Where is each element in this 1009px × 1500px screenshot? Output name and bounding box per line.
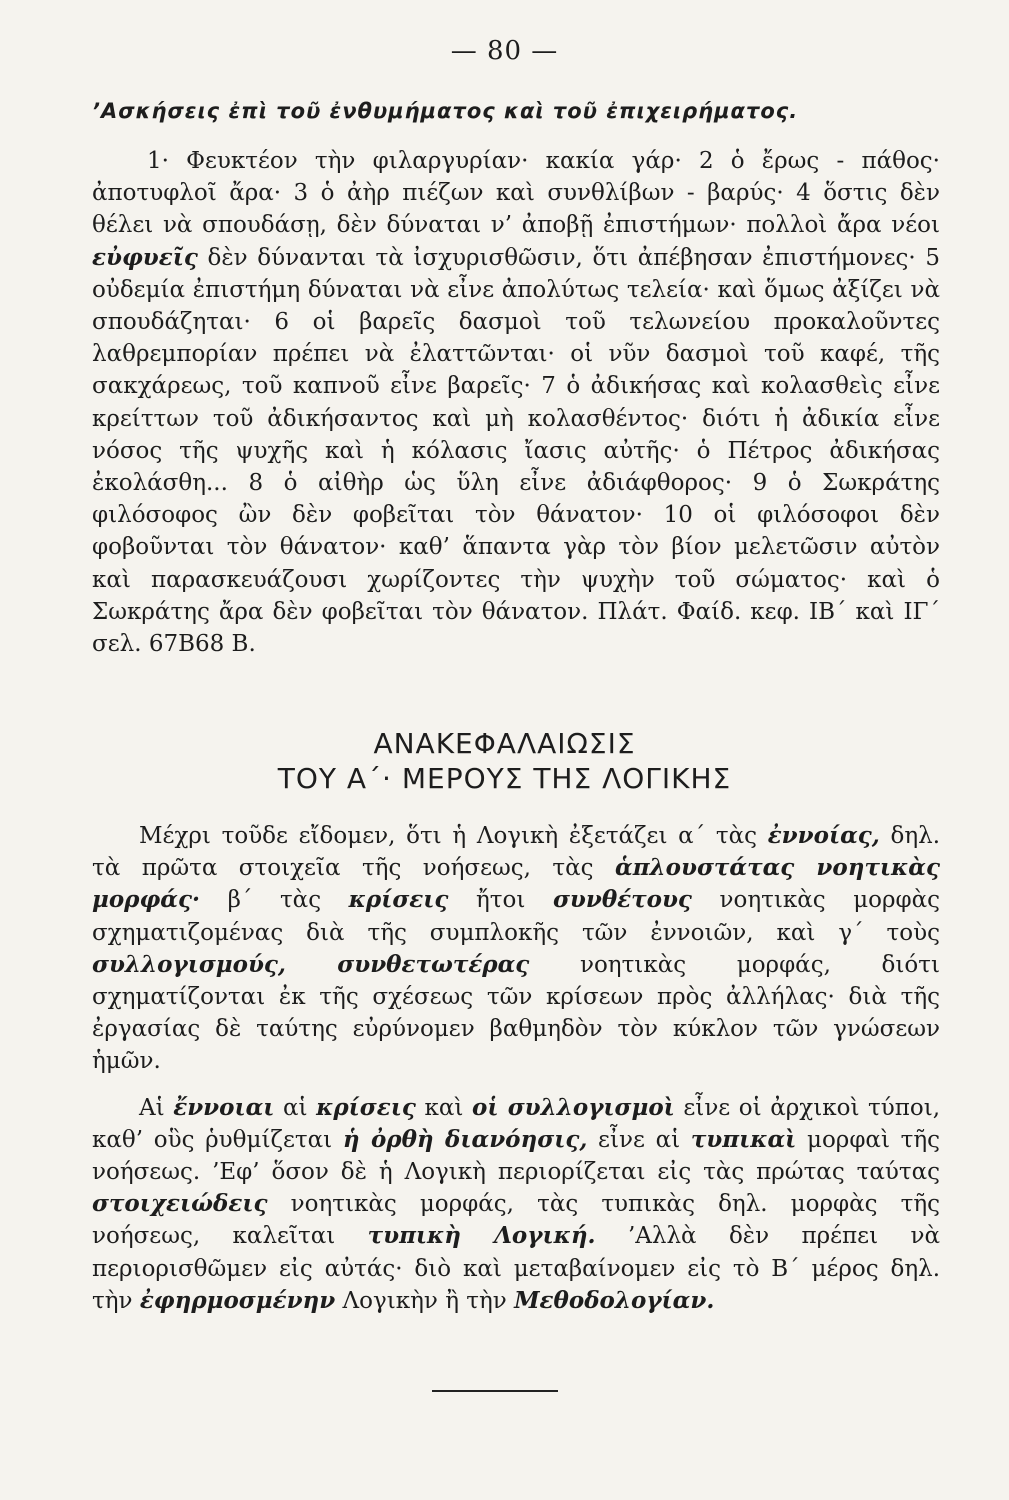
text-run: νοητικὰς μορφάς, τὰς τυπικὰς δηλ. μορφὰς τῆς νοήσεως, καλεῖται: [92, 1191, 941, 1250]
summary-paragraph-1: [92, 820, 940, 1078]
bold-term: ἁπλουστάτας νοητικὰς μορφάς·: [92, 854, 940, 914]
text-run: Μέχρι τοῦδε εἴδομεν, ὅτι ἡ Λογικὴ ἐξετάζει α΄ τὰς: [139, 823, 758, 849]
section-title: ’Ασκήσεις ἐπὶ τοῦ ἐνθυμήματος καὶ τοῦ ἐπιχειρήματος.: [92, 99, 799, 123]
text-run: δηλ. τὰ πρῶτα στοιχεῖα τῆς νοήσεως, τὰς: [92, 823, 940, 882]
bold-term: Μεθοδολογίαν.: [514, 1286, 715, 1314]
exercises-paragraph: [92, 145, 940, 660]
summary-heading-line1: ΑΝΑΚΕΦΑΛΑΙΩΣΙΣ: [373, 727, 636, 760]
text-run: εἶνε αἱ: [598, 1126, 681, 1153]
text-run: Αἱ: [139, 1094, 165, 1121]
text-run: νοητικὰς μορφὰς σχηματιζομένας διὰ τῆς συμπλοκῆς τῶν ἐννοιῶν, καὶ γ΄ τοὺς: [92, 887, 941, 946]
text-run: β΄ τὰς: [227, 887, 322, 914]
bold-term: τυπικαὶ: [690, 1125, 797, 1153]
bold-term: συλλογισμούς, συνθετωτέρας: [92, 950, 530, 978]
text-run: εἶνε οἱ ἀρχικοὶ τύποι, καθ’ οὓς ῥυθμίζεται: [92, 1094, 941, 1153]
bold-term: κρίσεις: [348, 886, 449, 914]
summary-section: [92, 820, 940, 1317]
bold-term: ἔννοιαι: [173, 1093, 275, 1121]
exercises-text: 1· Φευκτέον τὴν φιλαργυρίαν· κακία γάρ· 2 ὁ ἔρως - πάθος· ἀποτυφλοῖ ἄρα· 3 ὁ ἀὴρ πιέζων καὶ συνθλίβων - βαρύς· 4 ὅστις δὲν θέλει νὰ σπουδάσῃ, δὲν δύναται ν’ ἀποβῇ ἐπιστήμων· πολλοὶ ἄρα νέοι: [92, 148, 940, 239]
bold-term: κρίσεις: [316, 1093, 416, 1121]
bold-term: στοιχειώδεις: [92, 1190, 268, 1218]
page-number: — 80 —: [450, 36, 559, 66]
text-run: αἱ: [283, 1094, 308, 1121]
bold-term: οἱ συλλογισμοὶ: [471, 1093, 675, 1121]
text-run: καὶ: [424, 1094, 464, 1121]
exercises-text-cont: δὲν δύνανται τὰ ἰσχυρισθῶσιν, ὅτι ἀπέβησαν ἐπιστήμονες· 5 οὐδεμία ἐπιστήμη δύναται νὰ εἶνε ἀπολύτως τελεία· καὶ ὅμως ἀξίζει νὰ σπουδάζηται· 6 οἱ βαρεῖς δασμοὶ τοῦ τελωνείου προκαλοῦντες λαθρεμπορίαν πρέπει νὰ ἐλαττῶνται· οἱ νῦν δασμοὶ τοῦ καφέ, τῆς σακχάρεως, τοῦ καπνοῦ εἶνε βαρεῖς· 7 ὁ ἀδικήσας καὶ κολασθεὶς εἶνε κρείττων τοῦ ἀδικήσαντος καὶ μὴ κολασθέντος· διότι ἡ ἀδικία εἶνε νόσος τῆς ψυχῆς καὶ ἡ κόλασις ἴασις αὐτῆς· ὁ Πέτρος ἀδικήσας ἐκολάσθη... 8 ὁ αἰθὴρ ὡς ὕλη εἶνε ἀδιάφθορος· 9 ὁ Σωκράτης φιλόσοφος ὢν δὲν φοβεῖται τὸν θάνατον· 10 οἱ φιλόσοφοι δὲν φοβοῦνται τὸν θάνατον· καθ’ ἅπαντα γὰρ τὸν βίον μελετῶσιν αὐτὸν καὶ παρασκευάζουσι χωρίζοντες τὴν ψυχὴν τοῦ σώματος· καὶ ὁ Σωκράτης ἄρα δὲν φοβεῖται τὸν θάνατον. Πλάτ. Φαίδ. κεφ. ΙΒ΄ καὶ ΙΓ΄ σελ. 67Β68 Β.: [92, 244, 941, 658]
bold-term: συνθέτους: [552, 886, 692, 914]
text-run: Λογικὴν ἢ τὴν: [342, 1287, 507, 1314]
text-run: νοητικὰς μορφάς, διότι σχηματίζονται ἐκ τῆς σχέσεως τῶν κρίσεων πρὸς ἀλλήλας· διὰ τῆς ἐργασίας δὲ ταύτης εὐρύνομεν βαθμηδὸν τὸν κύκλον τῶν γνώσεων ἡμῶν.: [92, 951, 941, 1075]
closing-rule: [432, 1390, 558, 1392]
bold-term: ἡ ὀρθὴ διανόησις,: [342, 1125, 588, 1153]
summary-heading-line2: ΤΟΥ Α΄· ΜΕΡΟΥΣ ΤΗΣ ΛΟΓΙΚΗΣ: [277, 762, 732, 795]
text-run: μορφαὶ τῆς νοήσεως. ’Εφ’ ὅσον δὲ ἡ Λογικὴ περιορίζεται εἰς τὰς πρώτας ταύτας: [92, 1126, 941, 1186]
text-run: ’Αλλὰ δὲν πρέπει νὰ περιορισθῶμεν εἰς αὐτάς· διὸ καὶ μεταβαίνομεν εἰς τὸ Β΄ μέρος δηλ. τὴν: [92, 1223, 941, 1314]
exercises-bold-term: εὐφυεῖς: [92, 243, 198, 271]
bold-term: ἐννοίας,: [767, 822, 880, 849]
summary-paragraph-2: [92, 1092, 940, 1317]
bold-term: ἐφηρμοσμένην: [139, 1286, 336, 1314]
bold-term: τυπικὴ Λογική.: [367, 1222, 596, 1250]
text-run: ἤτοι: [475, 887, 526, 914]
